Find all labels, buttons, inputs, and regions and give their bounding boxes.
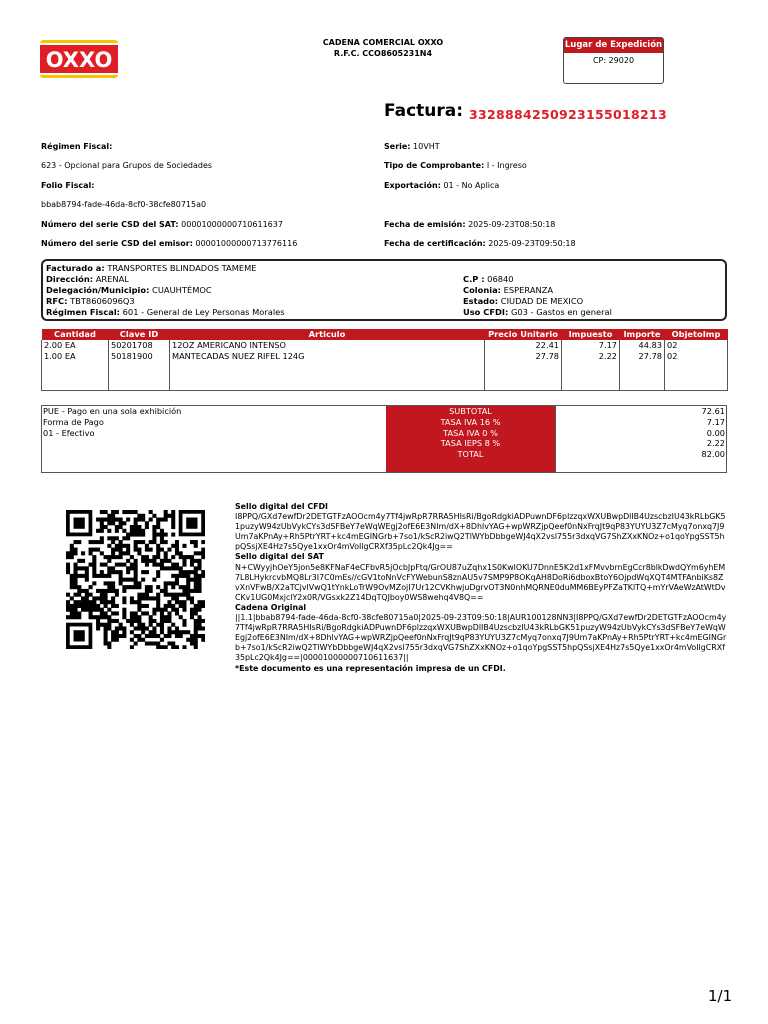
factura-number: 3328884250923155018213	[469, 107, 667, 122]
cell-impuesto: 7.17	[562, 340, 620, 351]
cell-importe: 44.83	[620, 340, 665, 351]
cell-impuesto: 2.22	[562, 351, 620, 390]
cell-importe: 27.78	[620, 351, 665, 390]
csd-sat-row: Número del serie CSD del SAT: 00001000000710611637	[41, 220, 283, 229]
delegacion-row: Delegación/Municipio: CUAUHTÉMOC	[46, 285, 212, 295]
table-row	[42, 340, 728, 351]
col-articulo: Articulo	[170, 329, 485, 340]
items-header-row	[42, 329, 728, 340]
oxxo-logo	[40, 40, 118, 78]
cell-objeto: 02	[665, 340, 728, 351]
regimen-fiscal-value: 623 - Opcional para Grupos de Sociedades	[41, 161, 213, 170]
cp-row: C.P : 06840	[463, 274, 514, 284]
logo-text: OXXO	[45, 48, 113, 72]
totals-box	[41, 405, 727, 473]
direccion-row: Dirección: ARENAL	[46, 274, 129, 284]
cell-clave: 50201708	[109, 340, 170, 351]
items-table	[41, 329, 728, 391]
sello-cfdi-value: I8PPQ/GXd7ewfDr2DETGTFzAOOcm4y7Tf4jwRpR7RRA5HIsRi/BgoRdgkiADPuwnDF6plzzqxWXUBwpDlIB4UzscbzIU43kRLbGK51puzyW94zUbVykCYs3dSFBeY7eWqWEgj2ofE6E3NIm/dX+8DhlvYAG+wpWRZjpQeef0nNxFrqJt9qP83YUYU3Z7cMyq7onxq7J9Um7aKPnAy+Rh5PtrYRT+kc4mEGINGrb+7so1/kScR2iwQ2TlWYbDbbgeWJ4qX2vsl755r3dxqVG7ShZXxKNOz+o1qoYpgSST5hpQSsjXE4Hz7s5Qye1xxOr4mVoIlgCRXf35pLc2Qk4Jg==	[235, 512, 726, 552]
uso-cfdi-row: Uso CFDI: G03 - Gastos en general	[463, 307, 612, 317]
regimen-fiscal-label: Régimen Fiscal:	[41, 142, 113, 151]
estado-row: Estado: CIUDAD DE MEXICO	[463, 296, 584, 306]
company-name: CADENA COMERCIAL OXXO	[322, 38, 444, 47]
sello-sat-title: Sello digital del SAT	[235, 552, 324, 562]
cfdi-note: *Este documento es una representación impresa de un CFDI.	[235, 663, 506, 673]
cell-precio: 27.78	[485, 351, 562, 390]
total-value: 82.00	[701, 449, 725, 460]
cadena-original-value: ||1.1|bbab8794-fade-46da-8cf0-38cfe80715a0|2025-09-23T09:50:18|AUR100128NN3|I8PPQ/GXd7ewfDr2DETGTFzAOOcm4y7Tf4jwRpR7RRA5HIsRi/BgoRdgkiADPuwnDF6plzzqxWXUBwpDlIB4UzscbzIU43kRLbGK51puzyW94zUbVykCYs3dSFBeY7eWqWEgj2ofE6E3NIm/dX+8DhlvYAG+wpWRZjpQeef0nNxFrqJt9qP83YUYU3Z7cMyq7onxq7J9Um7aKPnAy+Rh5PtrYRT+kc4mEGINGrb+7so1/kScR2iwQ2TlWYbDbbgeWJ4qX2vsl755r3dxqVG7ShZXxKNOz+o1qoYpgSST5hpQSsjXE4Hz7s5Qye1xxOr4mVoIlgCRXf35pLc2Qk4Jg==|00001000000710611637||	[235, 613, 727, 663]
folio-fiscal-value: bbab8794-fade-46da-8cf0-38cfe80715a0	[41, 200, 207, 209]
totals-values	[555, 406, 726, 472]
cell-cantidad: 1.00 EA	[42, 351, 109, 390]
company-rfc: R.F.C. CCO8605231N4	[333, 49, 433, 58]
colonia-row: Colonia: ESPERANZA	[463, 285, 554, 295]
cell-articulo: 12OZ AMERICANO INTENSO	[170, 340, 485, 351]
col-impuesto: Impuesto	[562, 329, 620, 340]
table-row	[42, 351, 728, 390]
metodo-pago: PUE - Pago en una sola exhibición	[43, 406, 182, 416]
totals-labels	[386, 406, 555, 472]
col-objeto-imp: ObjetoImp	[665, 329, 728, 340]
total-label: TOTAL	[457, 449, 484, 460]
col-importe: Importe	[620, 329, 665, 340]
exportacion-row: Exportación: 01 - No Aplica	[384, 181, 500, 190]
forma-pago-value: 01 - Efectivo	[43, 427, 95, 438]
ieps-label: TASA IEPS 8 %	[440, 438, 501, 449]
sellos-section	[235, 502, 727, 674]
subtotal-value: 72.61	[701, 406, 725, 416]
fecha-emision-row: Fecha de emisión: 2025-09-23T08:50:18	[384, 220, 556, 229]
factura-label: Factura:	[384, 101, 464, 121]
company-header	[270, 37, 496, 59]
folio-fiscal-label: Folio Fiscal:	[41, 181, 95, 190]
iva0-label: TASA IVA 0 %	[443, 427, 498, 438]
lugar-expedicion-label: Lugar de Expedición	[564, 38, 663, 53]
cell-cantidad: 2.00 EA	[42, 340, 109, 351]
iva16-value: 7.17	[706, 416, 725, 427]
col-clave-id: Clave ID	[109, 329, 170, 340]
page-number: 1/1	[708, 987, 733, 1005]
subtotal-label: SUBTOTAL	[449, 406, 492, 416]
lugar-expedicion-value: CP: 29020	[592, 56, 635, 65]
cliente-regimen-row: Régimen Fiscal: 601 - General de Ley Personas Morales	[46, 307, 285, 317]
qr-code	[66, 510, 205, 649]
sello-cfdi-title: Sello digital del CFDI	[235, 502, 328, 511]
cadena-original-title: Cadena Original	[235, 602, 307, 612]
col-precio-unitario: Precio Unitario	[485, 329, 562, 340]
cell-precio: 22.41	[485, 340, 562, 351]
fecha-certificacion-row: Fecha de certificación: 2025-09-23T09:50:18	[384, 239, 576, 248]
cell-articulo: MANTECADAS NUEZ RIFEL 124G	[170, 351, 485, 390]
cell-objeto: 02	[665, 351, 728, 390]
csd-emisor-row: Número del serie CSD del emisor: 00001000000713776116	[41, 239, 298, 248]
tipo-comprobante-row: Tipo de Comprobante: I - Ingreso	[384, 161, 527, 170]
cliente-box	[41, 259, 727, 321]
lugar-expedicion-box	[563, 37, 664, 84]
sello-sat-value: N+CWyyjhOeY5jon5e8KFNaF4eCFbvR5jOcbJpFtq/GrOU87uZqhx1S0KwlOKU7DnnE5K2d1xFMvvbrnEgCcr8blkDwdQYm6yhEM7L8LHykrcvbMQ8Lr3I7C0mEs//cGV1toNnVcFYWebunS8znAU5v7SMP9P8OKqAH8DoRi6dboxBtoY6OjpdWqXQT4MTFAnbiKs8ZvXnVFwB/X2aTCjvlVwQ1tYnkLoTrW9OvMZojI7Ur12CVKhwjuDgrvOT3N0nhMQRNE0duMM6BEyPFZaTKlTQ+mYrVAeWzAtWtDvCKv1UG0MxjclY2x0R/VGsxk2Z14DqTQJboy0WS8wehq4V8Q==	[235, 562, 726, 602]
pago-info	[42, 406, 387, 438]
serie-row: Serie: 10VHT	[384, 142, 440, 151]
facturado-a-row: Facturado a: TRANSPORTES BLINDADOS TAMEME	[46, 263, 257, 273]
ieps-value: 2.22	[706, 438, 725, 449]
iva0-value: 0.00	[706, 427, 725, 438]
forma-pago-label: Forma de Pago	[43, 416, 104, 427]
col-cantidad: Cantidad	[42, 329, 109, 340]
rfc-row: RFC: TBT8606096Q3	[46, 296, 135, 306]
cell-clave: 50181900	[109, 351, 170, 390]
iva16-label: TASA IVA 16 %	[440, 416, 501, 427]
